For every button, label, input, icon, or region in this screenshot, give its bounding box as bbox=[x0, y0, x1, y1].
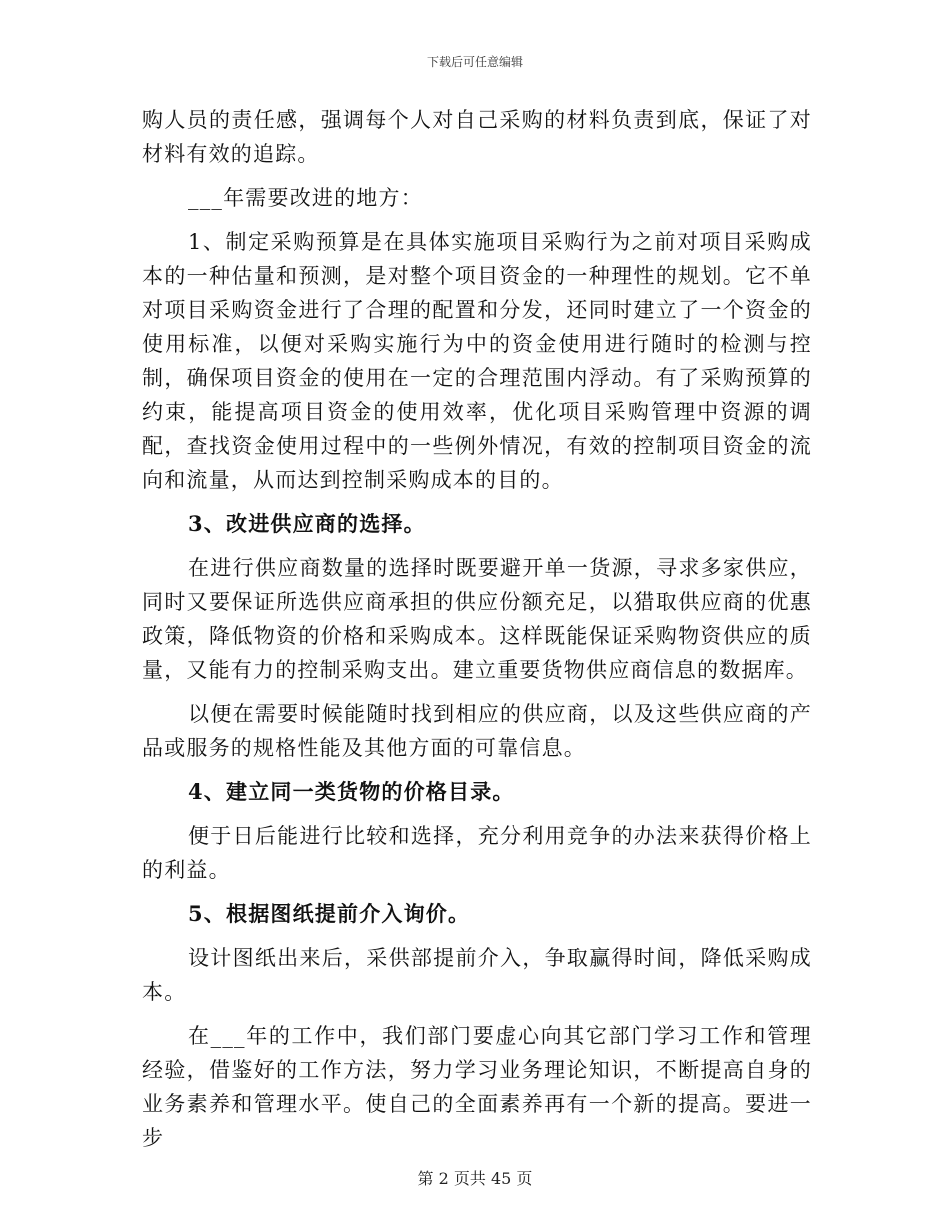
paragraph-improvements-heading: ___年需要改进的地方： bbox=[188, 186, 423, 210]
paragraph-budget: 1、制定采购预算是在具体实施项目采购行为之前对项目采购成本的一种估量和预测，是对整个项目资金的一种理性的规划。它不单对项目采购资金进行了合理的配置和分发，还同时建立了一个资金的使用标准，以便对采购实施行为中的资金使用进行随时的检测与控制，确保项目资金的使用在一定的合理范围内浮动。有了采购预算的约束，能提高项目资金的使用效率，优化项目采购管理中资源的调配，查找资金使用过程中的一些例外情况，有效的控制项目资金的流向和流量，从而达到控制采购成本的目的。 bbox=[142, 230, 812, 492]
section-heading-3: 3、改进供应商的选择。 bbox=[188, 511, 426, 536]
page-footer: 第 2 页共 45 页 bbox=[417, 1169, 533, 1188]
paragraph-price-catalog: 便于日后能进行比较和选择，充分利用竞争的办法来获得价格上的利益。 bbox=[142, 824, 812, 882]
paragraph-inquiry: 设计图纸出来后，采供部提前介入，争取赢得时间，降低采购成本。 bbox=[142, 946, 812, 1004]
paragraph-next-year: 在___年的工作中，我们部门要虚心向其它部门学习工作和管理经验，借鉴好的工作方法，努力学习业务理论知识，不断提高自身的业务素养和管理水平。使自己的全面素养再有一个新的提高。要进一步 bbox=[142, 1024, 812, 1150]
section-heading-5: 5、根据图纸提前介入询价。 bbox=[188, 901, 471, 926]
page-header: 下载后可任意编辑 bbox=[426, 55, 523, 69]
paragraph-1: 购人员的责任感，强调每个人对自己采购的材料负责到底，保证了对材料有效的追踪。 bbox=[142, 108, 812, 166]
document-body bbox=[142, 103, 812, 1165]
paragraph-supplier-info: 以便在需要时候能随时找到相应的供应商，以及这些供应商的产品或服务的规格性能及其他方面的可靠信息。 bbox=[142, 702, 812, 760]
section-heading-4: 4、建立同一类货物的价格目录。 bbox=[188, 779, 515, 804]
paragraph-supplier-selection: 在进行供应商数量的选择时既要避开单一货源，寻求多家供应，同时又要保证所选供应商承担的供应份额充足，以猎取供应商的优惠政策，降低物资的价格和采购成本。这样既能保证采购物资供应的质量，又能有力的控制采购支出。建立重要货物供应商信息的数据库。 bbox=[142, 556, 812, 682]
